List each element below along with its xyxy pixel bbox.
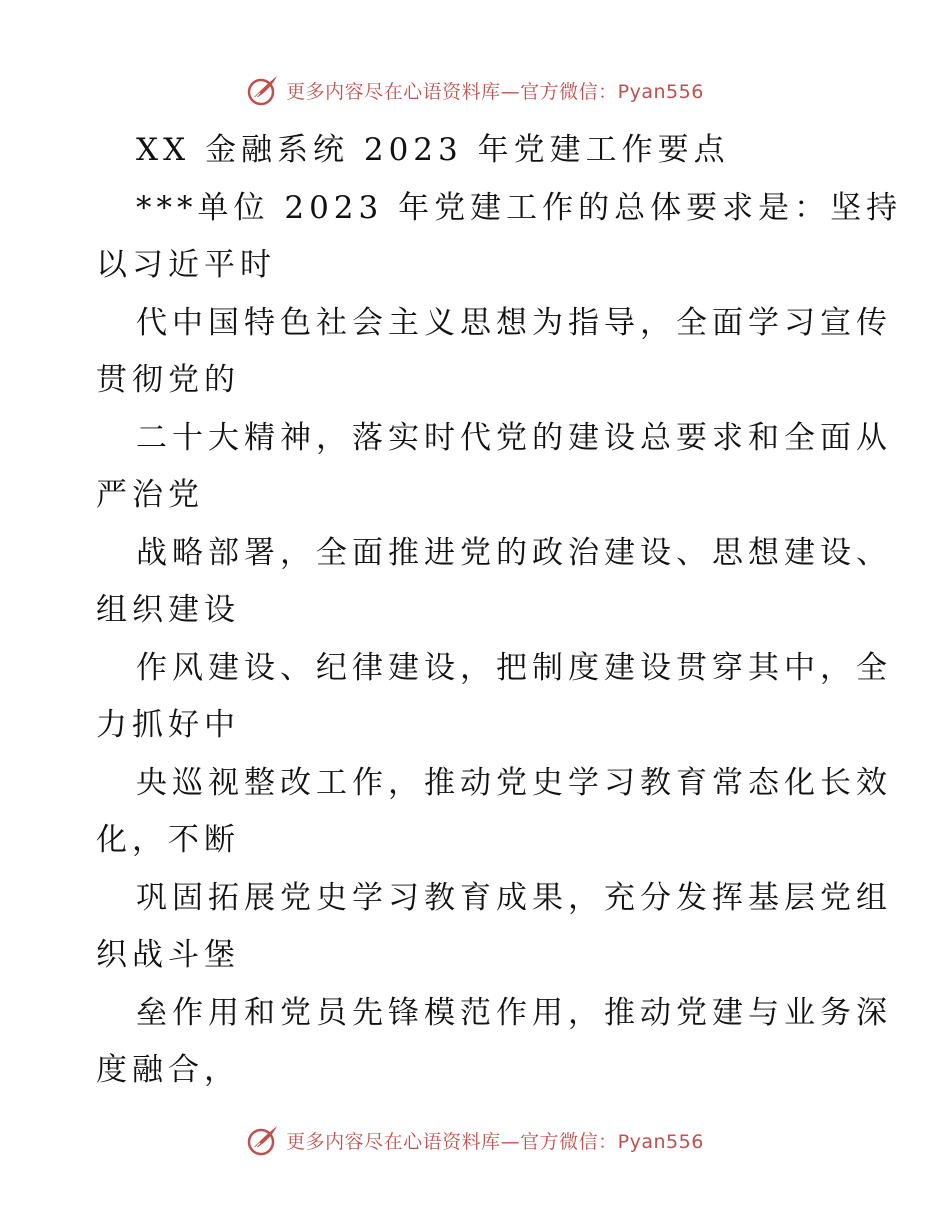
quill-pen-logo-icon xyxy=(246,73,280,107)
text-line: 巩固拓展党史学习教育成果，充分发挥基层党组 xyxy=(136,880,892,916)
text-line: 严治党 xyxy=(96,477,204,513)
watermark-text: 更多内容尽在心语资料库—官方微信：Pyan556 xyxy=(286,1130,704,1153)
text-line: 作风建设、纪律建设，把制度建设贯穿其中，全 xyxy=(136,650,892,686)
footer-watermark xyxy=(0,1120,950,1160)
text-line: 织战斗堡 xyxy=(96,937,240,973)
text-line: 以习近平时 xyxy=(96,247,276,283)
text-line: 代中国特色社会主义思想为指导，全面学习宣传 xyxy=(136,305,892,341)
text-line: 二十大精神，落实时代党的建设总要求和全面从 xyxy=(136,420,892,456)
text-line: 垒作用和党员先锋模范作用，推动党建与业务深 xyxy=(136,995,892,1031)
quill-pen-logo-icon xyxy=(246,1123,280,1157)
text-line: 战略部署，全面推进党的政治建设、思想建设、 xyxy=(136,535,892,571)
text-line: 央巡视整改工作，推动党史学习教育常态化长效 xyxy=(136,765,892,801)
header-watermark xyxy=(0,70,950,110)
document-title: XX 金融系统 2023 年党建工作要点 xyxy=(136,132,730,168)
text-line: 力抓好中 xyxy=(96,707,240,743)
text-line: ***单位 2023 年党建工作的总体要求是：坚持 xyxy=(136,190,903,226)
watermark-text: 更多内容尽在心语资料库—官方微信：Pyan556 xyxy=(286,80,704,103)
text-line: 化，不断 xyxy=(96,822,240,858)
text-line: 贯彻党的 xyxy=(96,362,240,398)
text-line: 度融合， xyxy=(96,1052,240,1088)
text-line: 组织建设 xyxy=(96,592,240,628)
